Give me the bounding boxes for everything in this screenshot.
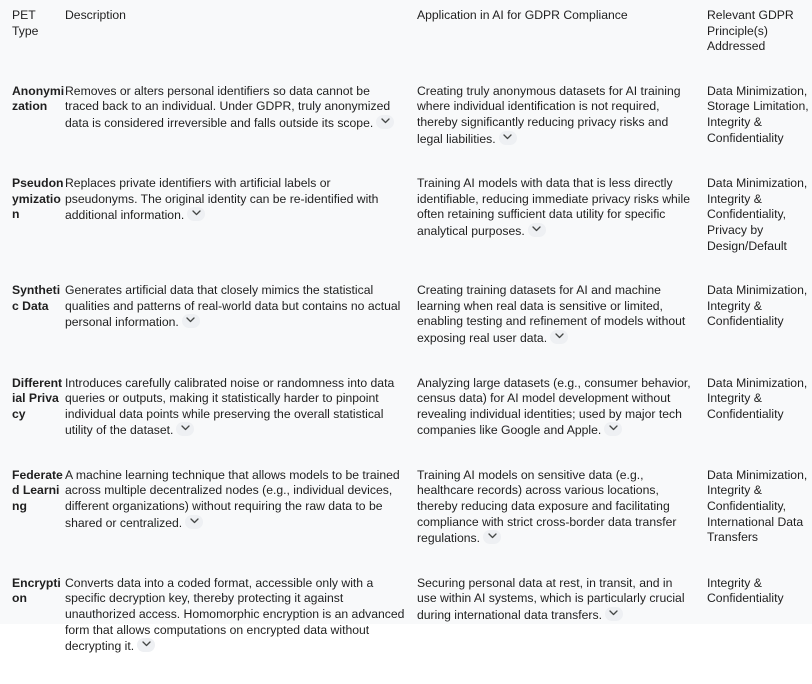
chevron-down-icon[interactable] [182, 314, 200, 328]
header-principles: Relevant GDPR Principle(s) Addressed [707, 8, 794, 54]
description-cell [65, 283, 417, 375]
pet-type-cell: Federated Learning [12, 467, 63, 514]
table-header-row [0, 0, 812, 84]
description-text: Converts data into a coded format, accessible only with a specific decryption key, thereby protecting it against unauthorized access. Homomorphic encryption is an advanced form that allows computations on encrypted data without decrypting it. [65, 575, 405, 654]
chevron-down-icon[interactable] [137, 638, 155, 652]
chevron-down-icon[interactable] [483, 530, 501, 544]
pet-type-cell: Anonymization [12, 83, 65, 114]
pet-type-cell: Synthetic Data [12, 283, 61, 313]
description-text: Generates artificial data that closely mimics the statistical qualities and patterns of real-world data but contains no actual personal information. [65, 283, 401, 330]
description-text: Replaces private identifiers with artificial labels or pseudonyms. The original identity can be re-identified with additional information. [65, 176, 379, 223]
pet-type-cell: Encryption [12, 575, 61, 606]
principles-cell: Data Minimization, Storage Limitation, Integrity & Confidentiality [707, 83, 809, 145]
application-cell [417, 576, 707, 684]
application-cell [417, 176, 707, 283]
chevron-down-icon[interactable] [187, 207, 205, 221]
description-text: A machine learning technique that allows models to be trained across multiple decentralized nodes (e.g., individual devices, different organizations) without requiring the raw data to be shared or centralized. [65, 467, 400, 530]
description-text: Introduces carefully calibrated noise or randomness into data queries or outputs, making it statistically harder to pinpoint individual data points while preserving the overall statistical utility of the dataset. [65, 375, 395, 438]
chevron-down-icon[interactable] [604, 422, 622, 436]
pet-type-cell: Differential Privacy [12, 375, 63, 421]
table-row [0, 176, 812, 283]
header-application: Application in AI for GDPR Compliance [417, 8, 628, 22]
chevron-down-icon[interactable] [376, 115, 394, 129]
principles-cell: Data Minimization, Integrity & Confidentiality [707, 375, 808, 421]
description-cell [65, 576, 417, 684]
table-row [0, 84, 812, 176]
chevron-down-icon[interactable] [499, 131, 517, 145]
description-text: Removes or alters personal identifiers so data cannot be traced back to an individual. Under GDPR, truly anonymized data is considered irreversible and falls outside its scope. [65, 83, 391, 130]
principles-cell: Data Minimization, Integrity & Confidentiality, International Data Transfers [707, 467, 808, 545]
chevron-down-icon[interactable] [605, 607, 623, 621]
description-cell [65, 176, 417, 283]
pet-type-cell: Pseudonymization [12, 176, 64, 222]
application-cell [417, 376, 707, 468]
application-text: Training AI models on sensitive data (e.g., healthcare records) across various locations, thereby reducing data exposure and facilitating compliance with strict cross-border data transfer regulations. [417, 467, 677, 546]
application-cell [417, 468, 707, 576]
table-row [0, 283, 812, 375]
chevron-down-icon[interactable] [550, 330, 568, 344]
application-text: Creating training datasets for AI and machine learning when real data is sensitive or limited, enabling testing and refinement of models without exposing real user data. [417, 283, 686, 345]
principles-cell: Data Minimization, Integrity & Confidentiality, Privacy by Design/Default [707, 176, 808, 253]
chevron-down-icon[interactable] [528, 223, 546, 237]
description-cell [65, 468, 417, 576]
application-text: Training AI models with data that is less directly identifiable, reducing immediate privacy risks while often retaining sufficient data utility for specific analytical purposes. [417, 176, 690, 238]
header-description: Description [65, 8, 126, 22]
application-text: Creating truly anonymous datasets for AI training where individual identification is not required, thereby significantly reducing privacy risks and legal liabilities. [417, 83, 681, 146]
table-row [0, 468, 812, 576]
header-pet-type: PET Type [12, 8, 39, 38]
description-cell [65, 84, 417, 176]
application-cell [417, 84, 707, 176]
description-cell [65, 376, 417, 468]
principles-cell: Integrity & Confidentiality [707, 575, 784, 606]
table-row [0, 376, 812, 468]
chevron-down-icon[interactable] [176, 422, 194, 436]
application-text: Securing personal data at rest, in transit, and in use within AI systems, which is particularly crucial during international data transfers. [417, 575, 685, 623]
principles-cell: Data Minimization, Integrity & Confidentiality [707, 283, 808, 329]
table-row [0, 576, 812, 684]
application-text: Analyzing large datasets (e.g., consumer behavior, census data) for AI model development without revealing individual identities; used by major tech companies like Google and Apple. [417, 375, 691, 438]
chevron-down-icon[interactable] [185, 515, 203, 529]
application-cell [417, 283, 707, 375]
